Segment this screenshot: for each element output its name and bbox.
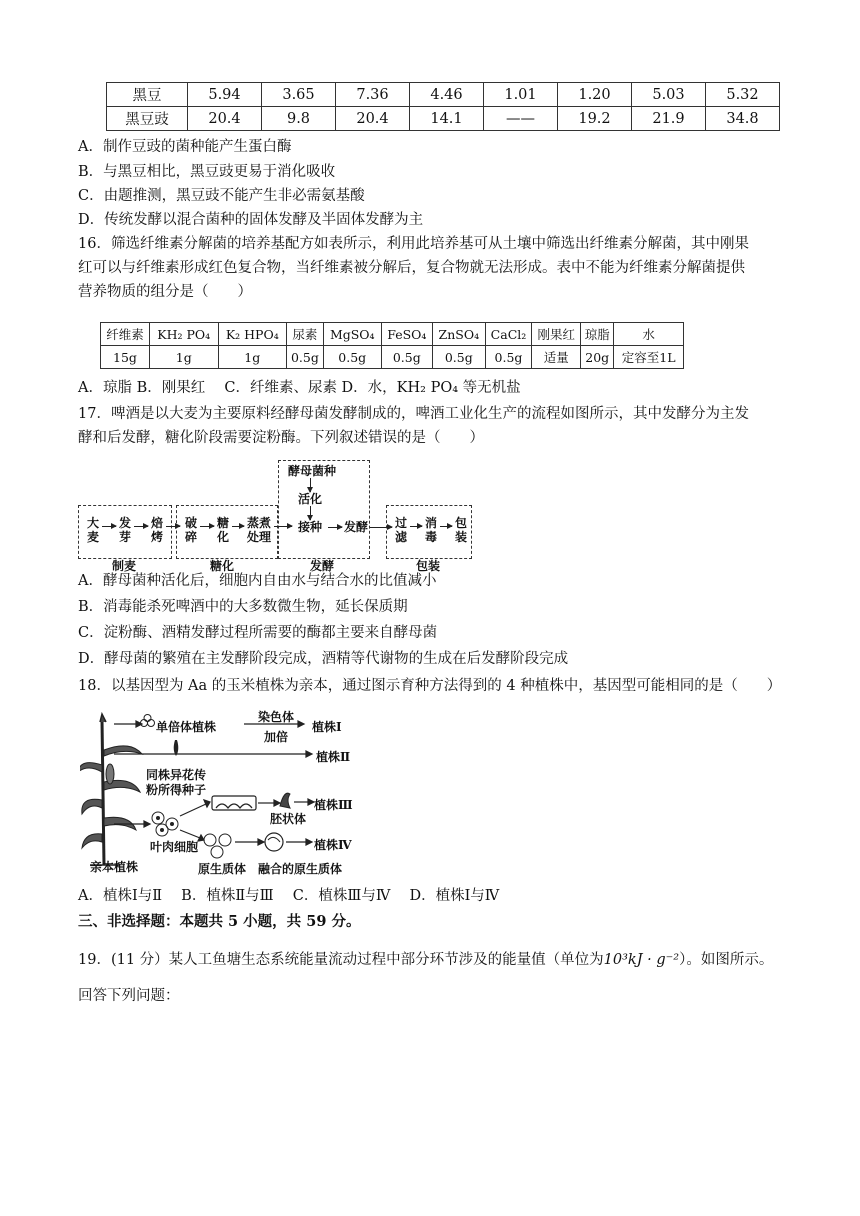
- table-cell: 0.5g: [381, 346, 432, 369]
- q15-option-a: A．制作豆豉的菌种能产生蛋白酶: [78, 139, 292, 155]
- table-header: 纤维素: [101, 323, 150, 346]
- q15-option-d: D．传统发酵以混合菌种的固体发酵及半固体发酵为主: [78, 212, 424, 228]
- arrow: [328, 527, 342, 528]
- table-cell: ——: [484, 107, 558, 131]
- arrow: [370, 527, 392, 528]
- table-header-row: [101, 323, 684, 346]
- table-header: 水: [614, 323, 684, 346]
- label-haploid: 单倍体植株: [156, 720, 217, 734]
- q15-option-b: B．与黑豆相比，黑豆豉更易于消化吸收: [78, 164, 336, 180]
- q19-stem-tail: ）。如图所示。: [679, 952, 774, 968]
- q17-stem-line2: 酵和后发酵，糖化阶段需要淀粉酶。下列叙述错误的是（ ）: [78, 430, 484, 446]
- data-table-top: [106, 82, 780, 131]
- arrow: [274, 526, 292, 527]
- label-fused-protoplast: 融合的原生质体: [258, 862, 343, 876]
- q16-options: A．琼脂 B．刚果红 C．纤维素、尿素 D．水，KH₂ PO₄ 等无机盐: [78, 380, 521, 396]
- step-activate: 活化: [297, 492, 322, 506]
- table-header: 刚果红: [532, 323, 581, 346]
- label-plant-2: 植株Ⅱ: [316, 750, 351, 764]
- q19-unit: 10³kJ · g⁻²: [603, 952, 680, 968]
- table-cell: 20.4: [188, 107, 262, 131]
- table-cell: 定容至1L: [614, 346, 684, 369]
- table-cell: 0.5g: [323, 346, 381, 369]
- arrow: [200, 526, 214, 527]
- section-heading: 三、非选择题：本题共 5 小题，共 59 分。: [78, 913, 361, 930]
- table-row: [107, 83, 780, 107]
- q16-stem-line3: 营养物质的组分是（ ）: [78, 284, 252, 300]
- arrow: [166, 526, 180, 527]
- arrow: [410, 526, 422, 527]
- table-cell: 0.5g: [432, 346, 485, 369]
- q15-option-c: C．由题推测，黑豆豉不能产生非必需氨基酸: [78, 188, 365, 204]
- table-cell: 5.32: [706, 83, 780, 107]
- table-header: MgSO₄: [323, 323, 381, 346]
- arrow: [440, 526, 452, 527]
- q17-option-a: A．酵母菌种活化后，细胞内自由水与结合水的比值减小: [78, 573, 437, 589]
- table-cell: 1.20: [558, 83, 632, 107]
- table-cell: 20.4: [336, 107, 410, 131]
- corn-plant-figure: [80, 710, 360, 880]
- table-cell: 适量: [532, 346, 581, 369]
- caption-zhimai: 制麦: [112, 559, 137, 573]
- table-cell: 5.03: [632, 83, 706, 107]
- q16-stem-line1: 16．筛选纤维素分解菌的培养基配方如表所示，利用此培养基可从土壤中筛选出纤维素分解菌，其中刚果: [78, 236, 749, 252]
- step-disinfect: 消 毒: [424, 516, 437, 544]
- step-posui: 破 碎: [184, 516, 197, 544]
- label-doubling: 加倍: [264, 730, 289, 744]
- table-cell: 7.36: [336, 83, 410, 107]
- arrow: [310, 478, 311, 492]
- table-cell: 5.94: [188, 83, 262, 107]
- q18-options: A．植株Ⅰ与Ⅱ B．植株Ⅱ与Ⅲ C．植株Ⅲ与Ⅳ D．植株Ⅰ与Ⅳ: [78, 888, 500, 904]
- table-cell: 34.8: [706, 107, 780, 131]
- caption-fajiao: 发酵: [310, 559, 335, 573]
- label-plant-3: 植株Ⅲ: [314, 798, 353, 812]
- step-ferment: 发酵: [343, 520, 368, 534]
- label-parent-plant: 亲本植株: [90, 860, 139, 874]
- table-cell: 20g: [581, 346, 614, 369]
- label-plant-4: 植株Ⅳ: [314, 838, 352, 852]
- table-header: 琼脂: [581, 323, 614, 346]
- label-embryoid: 胚状体: [270, 812, 307, 826]
- table-cell: 1g: [218, 346, 287, 369]
- table-row: [101, 346, 684, 369]
- step-beikao: 焙 烤: [150, 516, 163, 544]
- label-chromosome: 染色体: [258, 710, 295, 724]
- label-seed-line1: 同株异花传: [146, 768, 207, 782]
- q17-option-b: B．消毒能杀死啤酒中的大多数微生物，延长保质期: [78, 599, 408, 615]
- step-tanghua: 糖 化: [216, 516, 229, 544]
- step-yeast: 酵母菌种: [287, 464, 336, 478]
- table-cell: 4.46: [410, 83, 484, 107]
- caption-baozhuang: 包装: [416, 559, 441, 573]
- table-cell: 9.8: [262, 107, 336, 131]
- arrow: [134, 526, 148, 527]
- table-header: 尿素: [287, 323, 324, 346]
- q19-stem-text: 19．(11 分）某人工鱼塘生态系统能量流动过程中部分环节涉及的能量值（单位为: [78, 952, 604, 968]
- table-cell: 0.5g: [287, 346, 324, 369]
- q19-stem-line1: [78, 950, 773, 970]
- table-cell: 0.5g: [485, 346, 532, 369]
- label-leaf-cell: 叶肉细胞: [150, 840, 199, 854]
- table-header: CaCl₂: [485, 323, 532, 346]
- table-cell: 黑豆豉: [107, 107, 188, 131]
- table-cell: 21.9: [632, 107, 706, 131]
- label-plant-1: 植株Ⅰ: [312, 720, 342, 734]
- table-cell: 黑豆: [107, 83, 188, 107]
- q18-stem: 18．以基因型为 Aa 的玉米植株为亲本，通过图示育种方法得到的 4 种植株中，基因型可能相同的是（ ）: [78, 678, 782, 694]
- medium-table: [100, 322, 684, 369]
- table-cell: 1.01: [484, 83, 558, 107]
- table-cell: 19.2: [558, 107, 632, 131]
- arrow: [102, 526, 116, 527]
- step-filter: 过 滤: [394, 516, 407, 544]
- table-cell: 14.1: [410, 107, 484, 131]
- step-zhengzhu: 蒸煮 处理: [246, 516, 271, 544]
- arrow: [232, 526, 244, 527]
- table-cell: 3.65: [262, 83, 336, 107]
- step-package: 包 装: [454, 516, 467, 544]
- table-header: ZnSO₄: [432, 323, 485, 346]
- table-header: KH₂ PO₄: [149, 323, 218, 346]
- table-cell: 1g: [149, 346, 218, 369]
- arrow: [310, 506, 311, 520]
- step-damai: 大 麦: [86, 516, 99, 544]
- q17-stem-line1: 17．啤酒是以大麦为主要原料经酵母菌发酵制成的，啤酒工业化生产的流程如图所示，其中发酵分为主发: [78, 406, 749, 422]
- table-header: K₂ HPO₄: [218, 323, 287, 346]
- step-inoculate: 接种: [297, 520, 322, 534]
- caption-tanghua: 糖化: [210, 559, 235, 573]
- q17-option-d: D．酵母菌的繁殖在主发酵阶段完成，酒精等代谢物的生成在后发酵阶段完成: [78, 651, 569, 667]
- table-header: FeSO₄: [381, 323, 432, 346]
- label-seed-line2: 粉所得种子: [146, 783, 207, 797]
- table-cell: 15g: [101, 346, 150, 369]
- table-row: [107, 107, 780, 131]
- step-faya: 发 芽: [118, 516, 131, 544]
- label-protoplast: 原生质体: [198, 862, 247, 876]
- q17-option-c: C．淀粉酶、酒精发酵过程所需要的酶都主要来自酵母菌: [78, 625, 438, 641]
- q16-stem-line2: 红可以与纤维素形成红色复合物，当纤维素被分解后，复合物就无法形成。表中不能为纤维素分解菌提供: [78, 260, 745, 276]
- q19-stem-line2: 回答下列问题：: [78, 988, 180, 1004]
